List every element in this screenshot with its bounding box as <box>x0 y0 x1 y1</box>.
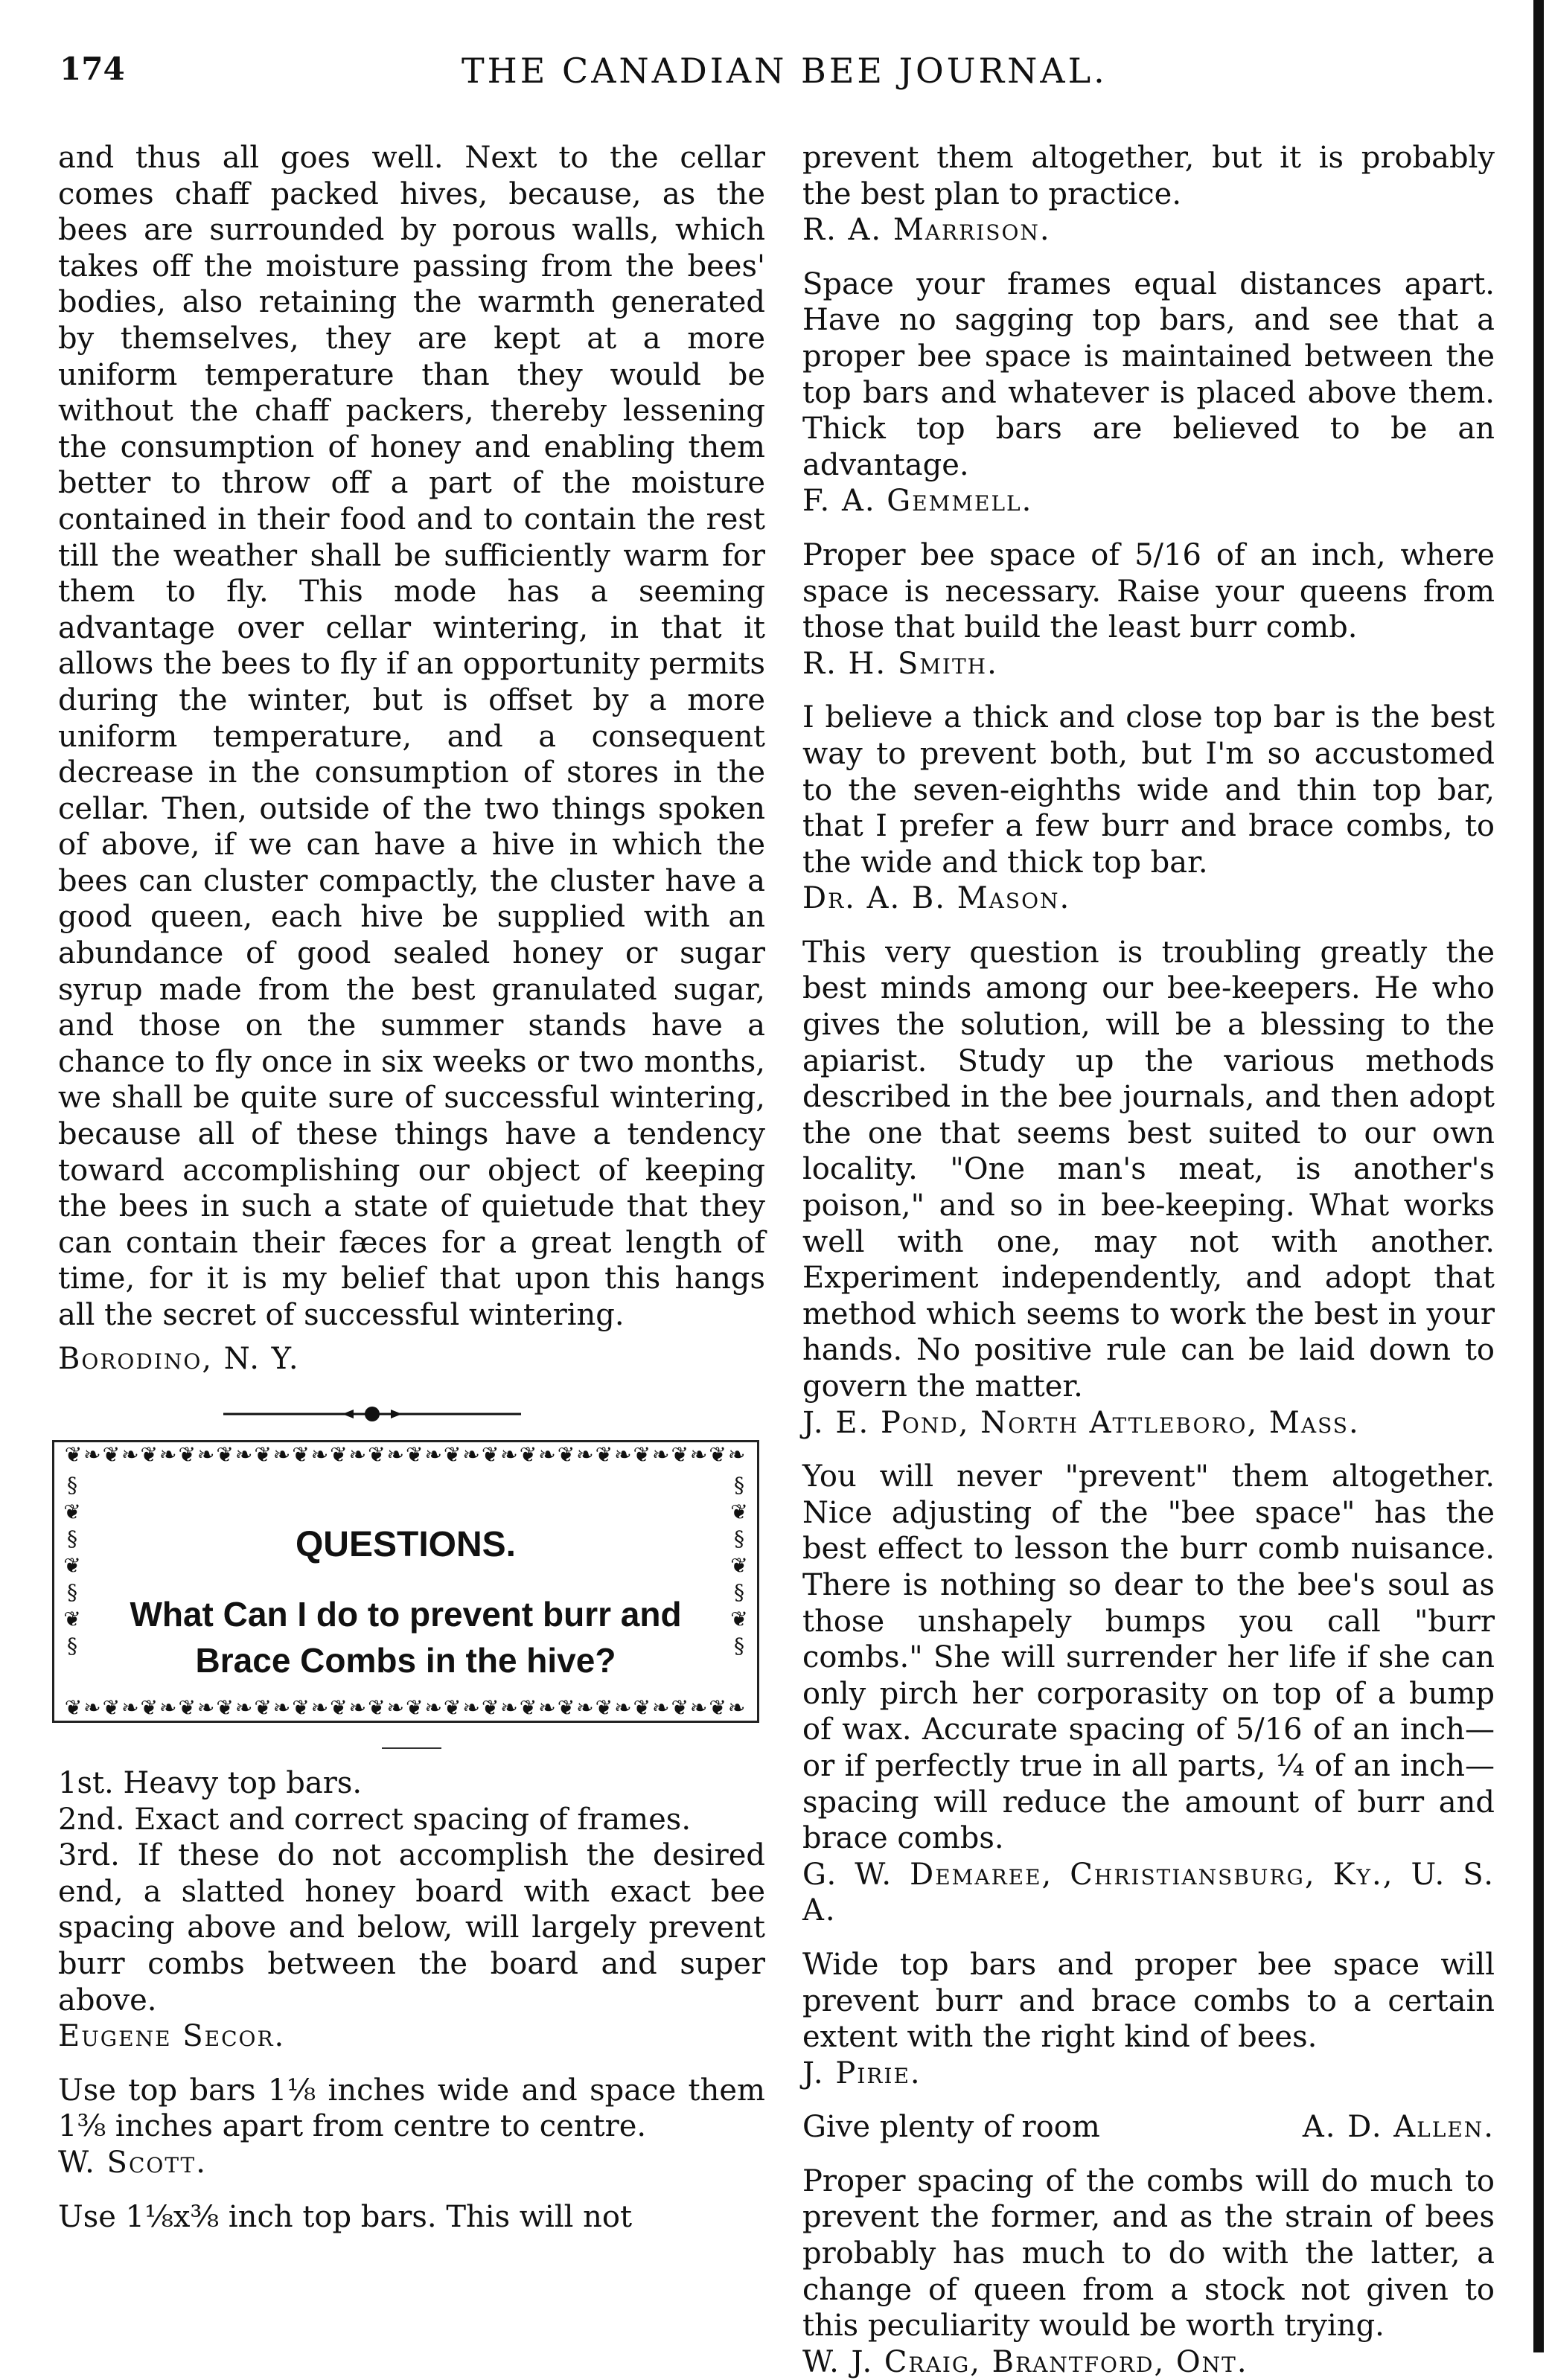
answer-signature: J. E. Pond, North Attleboro, Mass. <box>802 1405 1360 1440</box>
answer-text: prevent them altogether, but it is probably the best plan to practice. <box>802 141 1495 211</box>
article-signature: Borodino, N. Y. <box>58 1341 300 1376</box>
left-answers <box>58 1747 765 2235</box>
answer-signature: R. A. Marrison. <box>802 213 1051 248</box>
answer-signature: W. Scott. <box>58 2145 207 2180</box>
divider-rule <box>382 1747 441 1749</box>
answer-signature: J. Pirie. <box>802 2056 922 2091</box>
answer-signature: G. W. Demaree, Christiansburg, Ky., U. S. A. <box>802 1857 1495 1928</box>
answer-row <box>802 2109 1495 2146</box>
answer-text: Give plenty of room <box>802 2110 1100 2145</box>
answer-text: 1st. Heavy top bars. 2nd. Exact and correct spacing of frames. 3rd. If these do not accomplish the desired end, a slatted honey board with exact bee spacing above and below, will largely prevent burr combs between the board and super above. <box>58 1766 765 2018</box>
answer-text: Use 1⅛x⅜ inch top bars. This will not <box>58 2199 633 2234</box>
page-edge-rule <box>1533 0 1544 2352</box>
journal-title: THE CANADIAN BEE JOURNAL. <box>462 51 1108 91</box>
ornamental-border-right: § ❦ § ❦ § ❦ § <box>730 1473 748 1658</box>
answer-signature: R. H. Smith. <box>802 646 998 681</box>
ornamental-border-left: § ❦ § ❦ § ❦ § <box>63 1473 81 1658</box>
answer-signature: Eugene Secor. <box>58 2019 286 2054</box>
page-header <box>60 51 1474 95</box>
questions-heading: QUESTIONS. <box>295 1525 517 1564</box>
answer-signature: A. D. Allen. <box>1302 2110 1495 2145</box>
ornamental-border-top: ❦❧❦❧❦❧❦❧❦❧❦❧❦❧❦❧❦❧❦❧❦❧❦❧❦❧❦❧❦❧❦❧❦❧❦❧ <box>64 1444 747 1466</box>
question-text: What Can I do to prevent burr and Brace Combs in the hive? <box>130 1595 682 1680</box>
answer-text: Proper spacing of the combs will do much to prevent the former, and as the strain of bees probably has much to do with the latter, a change of queen from a stock not given to this peculiarity would be worth trying. <box>802 2163 1495 2344</box>
article-text: and thus all goes well. Next to the cellar comes chaff packed hives, because, as the bees are surrounded by porous walls, which takes off the moisture passing from the bees' bodies, also retaining the warmth generated by themselves, they are kept at a more uniform temperature than they would be without the chaff packers, thereby lessening the consumption of honey and enabling them better to throw off a part of the moisture contained in their food and to contain the rest till the weather shall be sufficiently warm for them to fly. This mode has a seeming advantage over cellar wintering, in that it allows the bees to fly if an opportunity permits during the winter, but is offset by a more uniform temperature, and a consequent decrease in the consumption of stores in the cellar. Then, outside of the two things spoken of above, if we can have a hive in which the bees can cluster compactly, the cluster have a good queen, each hive be supplied with an abundance of good sealed honey or sugar syrup made from the best granulated sugar, and those on the summer stands have a chance to fly once in six weeks or two months, we shall be quite sure of successful wintering, because all of these things have a tendency toward accomplishing our object of keeping the bees in such a state of quietude that they can contain their fæces for a great length of time, for it is my belief that upon this hangs all the secret of successful wintering. <box>58 141 765 1332</box>
answer-signature: F. A. Gemmell. <box>802 484 1033 519</box>
left-column <box>58 140 765 1377</box>
answer-text: Space your frames equal distances apart. Have no sagging top bars, and see that a proper bee space is maintained between the top bars and whatever is placed above them. Thick top bars are believed to be an advantage. <box>802 266 1495 482</box>
answer-signature: Dr. A. B. Mason. <box>802 881 1071 916</box>
answer-signature: W. J. Craig, Brantford, Ont. <box>802 2344 1248 2379</box>
section-divider-ornament <box>223 1403 521 1425</box>
answer-text: This very question is troubling greatly the best minds among our bee-keepers. He who gives the solution, will be a blessing to the apiarist. Study up the various methods described in the bee journals, and then adopt the one that seems best suited to our own locality. "One man's meat, is another's poison," and so in bee-keeping. What works well with one, may not with another. Experiment independently, and adopt that method which seems to work the best in your hands. No positive rule can be laid down to govern the matter. <box>802 935 1495 1404</box>
answer-text: I believe a thick and close top bar is the best way to prevent both, but I'm so accustomed to the seven-eighths wide and thin top bar, that I prefer a few burr and brace combs, to the wide and thick top bar. <box>802 700 1495 880</box>
answer-text: Wide top bars and proper bee space will prevent burr and brace combs to a certain extent with the right kind of bees. <box>802 1947 1495 2055</box>
answer-text: You will never "prevent" them altogether. Nice adjusting of the "bee space" has the best effect to lesson the burr comb nuisance. There is nothing so dear to the bee's soul as those unshapely bumps you call "burr combs." She will surrender her life if she can only pirch her corporasity on top of a bump of wax. Accurate spacing of 5/16 of an inch—or if perfectly true in all parts, ¼ of an inch—spacing will reduce the amount of burr and brace combs. <box>802 1459 1495 1856</box>
right-column <box>802 140 1495 2380</box>
questions-box <box>52 1440 759 1723</box>
answer-text: Use top bars 1⅛ inches wide and space them 1⅜ inches apart from centre to centre. <box>58 2073 765 2144</box>
ornamental-border-bottom: ❦❧❦❧❦❧❦❧❦❧❦❧❦❧❦❧❦❧❦❧❦❧❦❧❦❧❦❧❦❧❦❧❦❧❦❧ <box>64 1697 747 1719</box>
page-number: 174 <box>60 51 125 87</box>
answer-text: Proper bee space of 5/16 of an inch, where space is necessary. Raise your queens from those that build the least burr comb. <box>802 537 1495 645</box>
